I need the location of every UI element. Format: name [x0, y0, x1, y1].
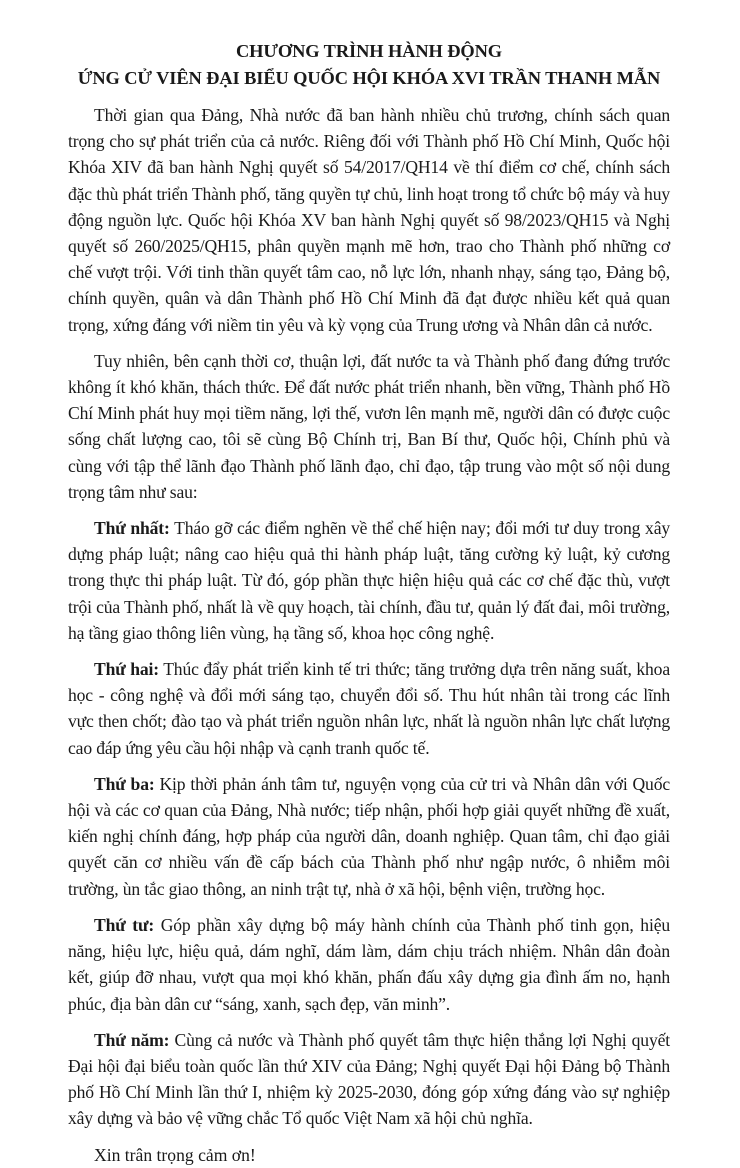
title-line-2: ỨNG CỬ VIÊN ĐẠI BIỂU QUỐC HỘI KHÓA XVI TRẦN THANH MẪN: [77, 68, 661, 88]
priority-paragraph-2: [68, 656, 670, 761]
priority-paragraph-5: [68, 1027, 670, 1132]
priority-text-2: Thúc đẩy phát triển kinh tế tri thức; tăng trưởng dựa trên năng suất, khoa học - công nghệ và đổi mới sáng tạo, chuyển đổi số. Thu hút nhân tài trong các lĩnh vực then chốt; đào tạo và phát triển nguồn nhân lực, nhất là nguồn nhân lực chất lượng cao đáp ứng yêu cầu hội nhập và cạnh tranh quốc tế.: [68, 659, 670, 758]
priority-lead-4: Thứ tư:: [94, 914, 155, 935]
priority-text-1: Tháo gỡ các điểm nghẽn về thể chế hiện nay; đổi mới tư duy trong xây dựng pháp luật; nâng cao hiệu quả thi hành pháp luật, tăng cường kỷ luật, kỷ cương trong thực thi pháp luật. Từ đó, góp phần thực hiện hiệu quả các cơ chế đặc thù, vượt trội của Thành phố, nhất là về quy hoạch, tài chính, đầu tư, quản lý đất đai, môi trường, hạ tầng giao thông liên vùng, hạ tầng số, khoa học công nghệ.: [68, 518, 670, 643]
intro-paragraph-1: Thời gian qua Đảng, Nhà nước đã ban hành nhiều chủ trương, chính sách quan trọng cho sự phát triển của cả nước. Riêng đối với Thành phố Hồ Chí Minh, Quốc hội Khóa XIV đã ban hành Nghị quyết số 54/2017/QH14 về thí điểm cơ chế, chính sách đặc thù phát triển Thành phố, tăng quyền tự chủ, linh hoạt trong tổ chức bộ máy và huy động nguồn lực. Quốc hội Khóa XV ban hành Nghị quyết số 98/2023/QH15 và Nghị quyết số 260/2025/QH15, phân quyền mạnh mẽ hơn, trao cho Thành phố những cơ chế vượt trội. Với tinh thần quyết tâm cao, nỗ lực lớn, nhanh nhạy, sáng tạo, Đảng bộ, chính quyền, quân và dân Thành phố Hồ Chí Minh đã đạt được nhiều kết quả quan trọng, xứng đáng với niềm tin yêu và kỳ vọng của Trung ương và Nhân dân cả nước.: [68, 105, 670, 335]
title-line-1: CHƯƠNG TRÌNH HÀNH ĐỘNG: [235, 41, 502, 61]
priority-text-5: Cùng cả nước và Thành phố quyết tâm thực hiện thắng lợi Nghị quyết Đại hội đại biểu toàn quốc lần thứ XIV của Đảng; Nghị quyết Đại hội Đảng bộ Thành phố Hồ Chí Minh lần thứ I, nhiệm kỳ 2025-2030, đóng góp xứng đáng vào sự nghiệp xây dựng và bảo vệ vững chắc Tổ quốc Việt Nam xã hội chủ nghĩa.: [68, 1029, 670, 1129]
priority-lead-5: Thứ năm:: [94, 1029, 170, 1050]
priority-paragraph-4: [68, 912, 670, 1017]
document-body: [68, 102, 670, 1168]
priority-paragraph-3: [68, 771, 670, 902]
closing-line: Xin trân trọng cảm ơn!: [94, 1144, 256, 1165]
priority-lead-2: Thứ hai:: [94, 659, 159, 680]
intro-paragraph-2: Tuy nhiên, bên cạnh thời cơ, thuận lợi, đất nước ta và Thành phố đang đứng trước không ít khó khăn, thách thức. Để đất nước phát triển nhanh, bền vững, Thành phố Hồ Chí Minh phát huy mọi tiềm năng, lợi thế, vươn lên mạnh mẽ, người dân có được cuộc sống chất lượng cao, tôi sẽ cùng Bộ Chính trị, Ban Bí thư, Quốc hội, Chính phủ và cùng với tập thể lãnh đạo Thành phố lãnh đạo, chỉ đạo, tập trung vào một số nội dung trọng tâm như sau:: [68, 350, 670, 502]
priority-text-3: Kịp thời phản ánh tâm tư, nguyện vọng của cử tri và Nhân dân với Quốc hội và các cơ quan của Đảng, Nhà nước; tiếp nhận, phối hợp giải quyết những đề xuất, kiến nghị chính đáng, hợp pháp của người dân, doanh nghiệp. Quan tâm, chỉ đạo giải quyết căn cơ nhiều vấn đề cấp bách của Thành phố như ngập nước, ô nhiễm môi trường, ùn tắc giao thông, an ninh trật tự, nhà ở xã hội, bệnh viện, trường học.: [68, 773, 670, 899]
priority-lead-1: Thứ nhất:: [94, 518, 170, 539]
priority-lead-3: Thứ ba:: [94, 773, 155, 794]
priority-paragraph-1: [68, 515, 670, 646]
priority-text-4: Góp phần xây dựng bộ máy hành chính của Thành phố tinh gọn, hiệu năng, hiệu lực, hiệu quả, dám nghĩ, dám làm, dám chịu trách nhiệm. Nhân dân đoàn kết, giúp đỡ nhau, vượt qua mọi khó khăn, phấn đấu xây dựng gia đình ấm no, hạnh phúc, địa bàn dân cư “sáng, xanh, sạch đẹp, văn minh”.: [68, 914, 670, 1014]
